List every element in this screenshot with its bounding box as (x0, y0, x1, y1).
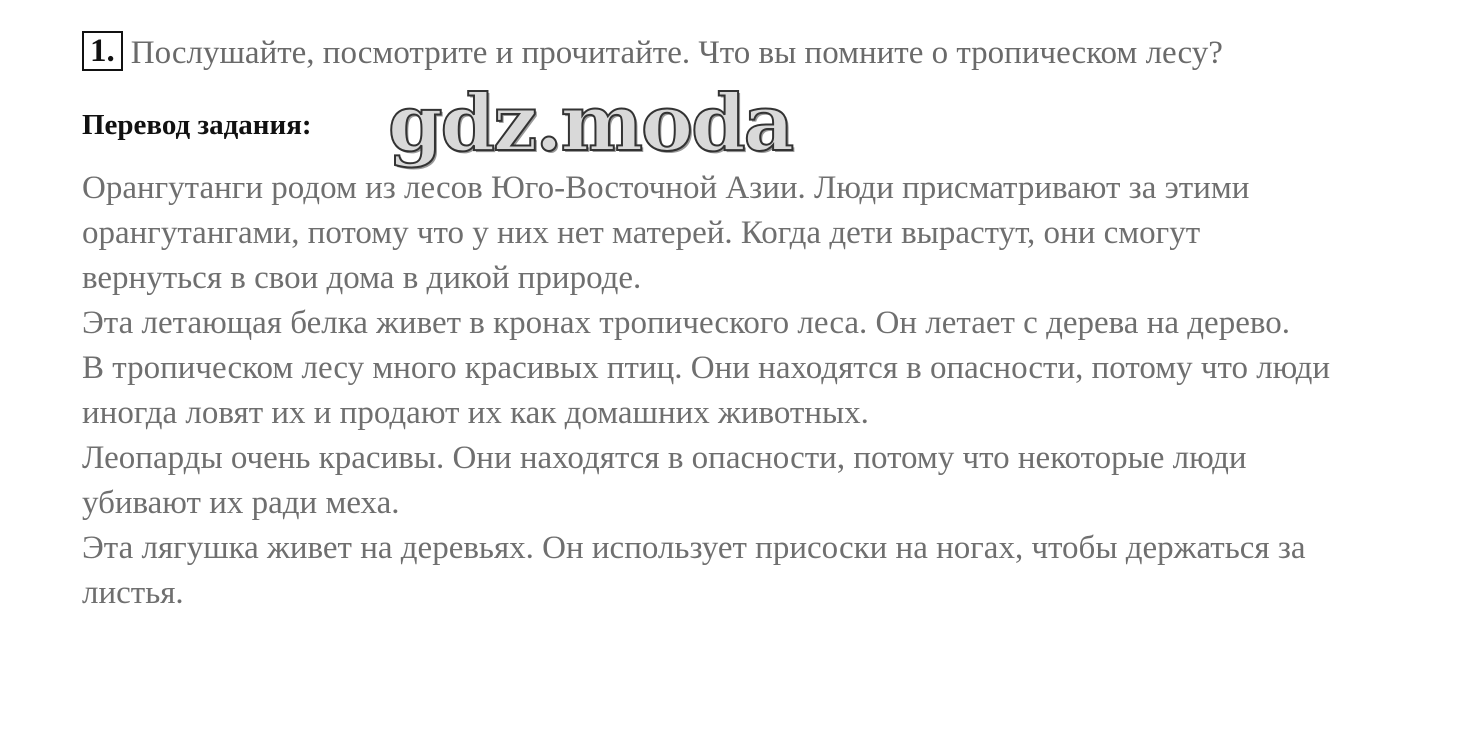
watermark-logo: gdz.moda (388, 78, 793, 169)
paragraph-birds: В тропическом лесу много красивых птиц. Они находятся в опасности, потому что люди иногда ловят их и продают их как домашних животных. (82, 350, 1331, 431)
paragraph-orangutans: Орангутанги родом из лесов Юго-Восточной Азии. Люди присматривают за этими орангутангами, потому что у них нет матерей. Когда дети вырастут, они смогут вернуться в свои дома в дикой природе. (82, 170, 1250, 296)
paragraph-leopards: Леопарды очень красивы. Они находятся в опасности, потому что некоторые люди убивают их ради меха. (82, 440, 1247, 521)
task-text: Послушайте, посмотрите и прочитайте. Что вы помните о тропическом лесу? (130, 35, 1223, 71)
paragraph-frog: Эта лягушка живет на деревьях. Он использует присоски на ногах, чтобы держаться за листья. (82, 530, 1306, 611)
translation-text (82, 166, 1342, 616)
translation-heading: Перевод задания: (82, 109, 312, 141)
task-statement (82, 30, 1342, 76)
document-page (82, 30, 1342, 616)
task-number: 1. (82, 31, 123, 71)
translation-header (82, 78, 1342, 169)
paragraph-flying-squirrel: Эта летающая белка живет в кронах тропического леса. Он летает с дерева на дерево. (82, 305, 1290, 341)
